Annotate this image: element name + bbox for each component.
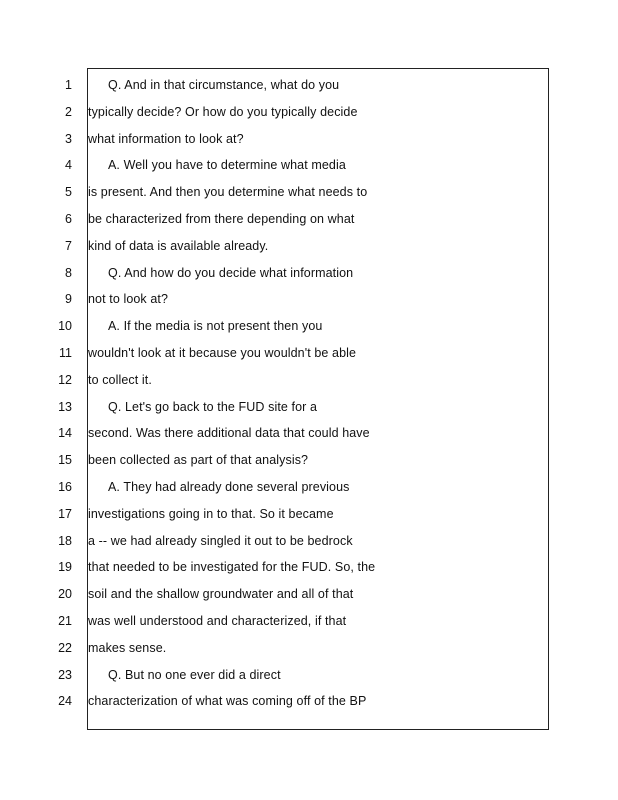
line-number: 7 bbox=[65, 238, 72, 253]
transcript-line bbox=[0, 313, 618, 340]
transcript-line bbox=[0, 554, 618, 581]
line-number: 2 bbox=[65, 104, 72, 119]
transcript-line bbox=[0, 528, 618, 555]
line-text: soil and the shallow groundwater and all of that bbox=[88, 587, 354, 602]
transcript-line bbox=[0, 635, 618, 662]
transcript-line bbox=[0, 581, 618, 608]
line-number: 1 bbox=[65, 78, 72, 92]
line-text: that needed to be investigated for the FUD. So, the bbox=[88, 560, 376, 575]
line-text: Q. But no one ever did a direct bbox=[108, 667, 281, 682]
line-text: Q. And how do you decide what information bbox=[108, 265, 354, 280]
line-number: 9 bbox=[65, 292, 72, 307]
line-number: 20 bbox=[58, 587, 72, 602]
transcript-line bbox=[0, 608, 618, 635]
transcript-line bbox=[0, 447, 618, 474]
line-number: 19 bbox=[58, 560, 72, 575]
line-text: is present. And then you determine what needs to bbox=[88, 185, 368, 200]
transcript-line bbox=[0, 420, 618, 447]
transcript-line bbox=[0, 340, 618, 367]
transcript-line bbox=[0, 260, 618, 287]
transcript-line bbox=[0, 501, 618, 528]
line-text: A. They had already done several previous bbox=[108, 480, 350, 494]
line-number: 16 bbox=[58, 480, 72, 494]
line-text: typically decide? Or how do you typically decide bbox=[88, 104, 358, 119]
line-text: A. Well you have to determine what media bbox=[108, 158, 346, 173]
transcript-line bbox=[0, 688, 618, 715]
line-text: makes sense. bbox=[88, 640, 167, 655]
transcript-line bbox=[0, 286, 618, 313]
transcript-line bbox=[0, 72, 618, 99]
line-number: 8 bbox=[65, 265, 72, 280]
line-number: 21 bbox=[58, 614, 72, 628]
line-text: was well understood and characterized, if that bbox=[88, 614, 347, 628]
transcript-line bbox=[0, 233, 618, 260]
line-text: A. If the media is not present then you bbox=[108, 319, 323, 334]
line-text: second. Was there additional data that could have bbox=[88, 426, 370, 441]
line-number: 18 bbox=[58, 533, 72, 548]
line-text: been collected as part of that analysis? bbox=[88, 453, 309, 468]
line-number: 14 bbox=[58, 426, 72, 441]
line-text: Q. Let's go back to the FUD site for a bbox=[108, 399, 318, 414]
line-text: be characterized from there depending on what bbox=[88, 212, 355, 226]
line-text: Q. And in that circumstance, what do you bbox=[108, 78, 340, 92]
line-text: characterization of what was coming off of the BP bbox=[88, 694, 367, 709]
line-number: 3 bbox=[65, 131, 72, 146]
transcript-line bbox=[0, 367, 618, 394]
line-number: 4 bbox=[65, 158, 72, 173]
transcript-line bbox=[0, 99, 618, 126]
line-number: 13 bbox=[58, 399, 72, 414]
line-number: 11 bbox=[59, 346, 72, 360]
transcript-line bbox=[0, 152, 618, 179]
line-text: wouldn't look at it because you wouldn't be able bbox=[88, 346, 357, 360]
transcript-line bbox=[0, 126, 618, 153]
line-number: 23 bbox=[58, 667, 72, 682]
transcript-line bbox=[0, 662, 618, 689]
transcript-line bbox=[0, 474, 618, 501]
line-number: 12 bbox=[58, 372, 72, 387]
transcript-line bbox=[0, 206, 618, 233]
transcript-line bbox=[0, 394, 618, 421]
line-number: 15 bbox=[58, 453, 72, 468]
line-text: not to look at? bbox=[88, 292, 169, 307]
transcript-line bbox=[0, 179, 618, 206]
line-number: 24 bbox=[58, 694, 72, 709]
line-number: 10 bbox=[58, 319, 72, 334]
line-number: 6 bbox=[65, 212, 72, 226]
line-number: 17 bbox=[58, 506, 72, 521]
line-text: what information to look at? bbox=[88, 131, 244, 146]
line-text: investigations going in to that. So it became bbox=[88, 506, 334, 521]
line-text: kind of data is available already. bbox=[88, 238, 269, 253]
line-text: a -- we had already singled it out to be bedrock bbox=[88, 533, 353, 548]
line-number: 22 bbox=[58, 640, 72, 655]
line-text: to collect it. bbox=[88, 372, 152, 387]
line-number: 5 bbox=[65, 185, 72, 200]
